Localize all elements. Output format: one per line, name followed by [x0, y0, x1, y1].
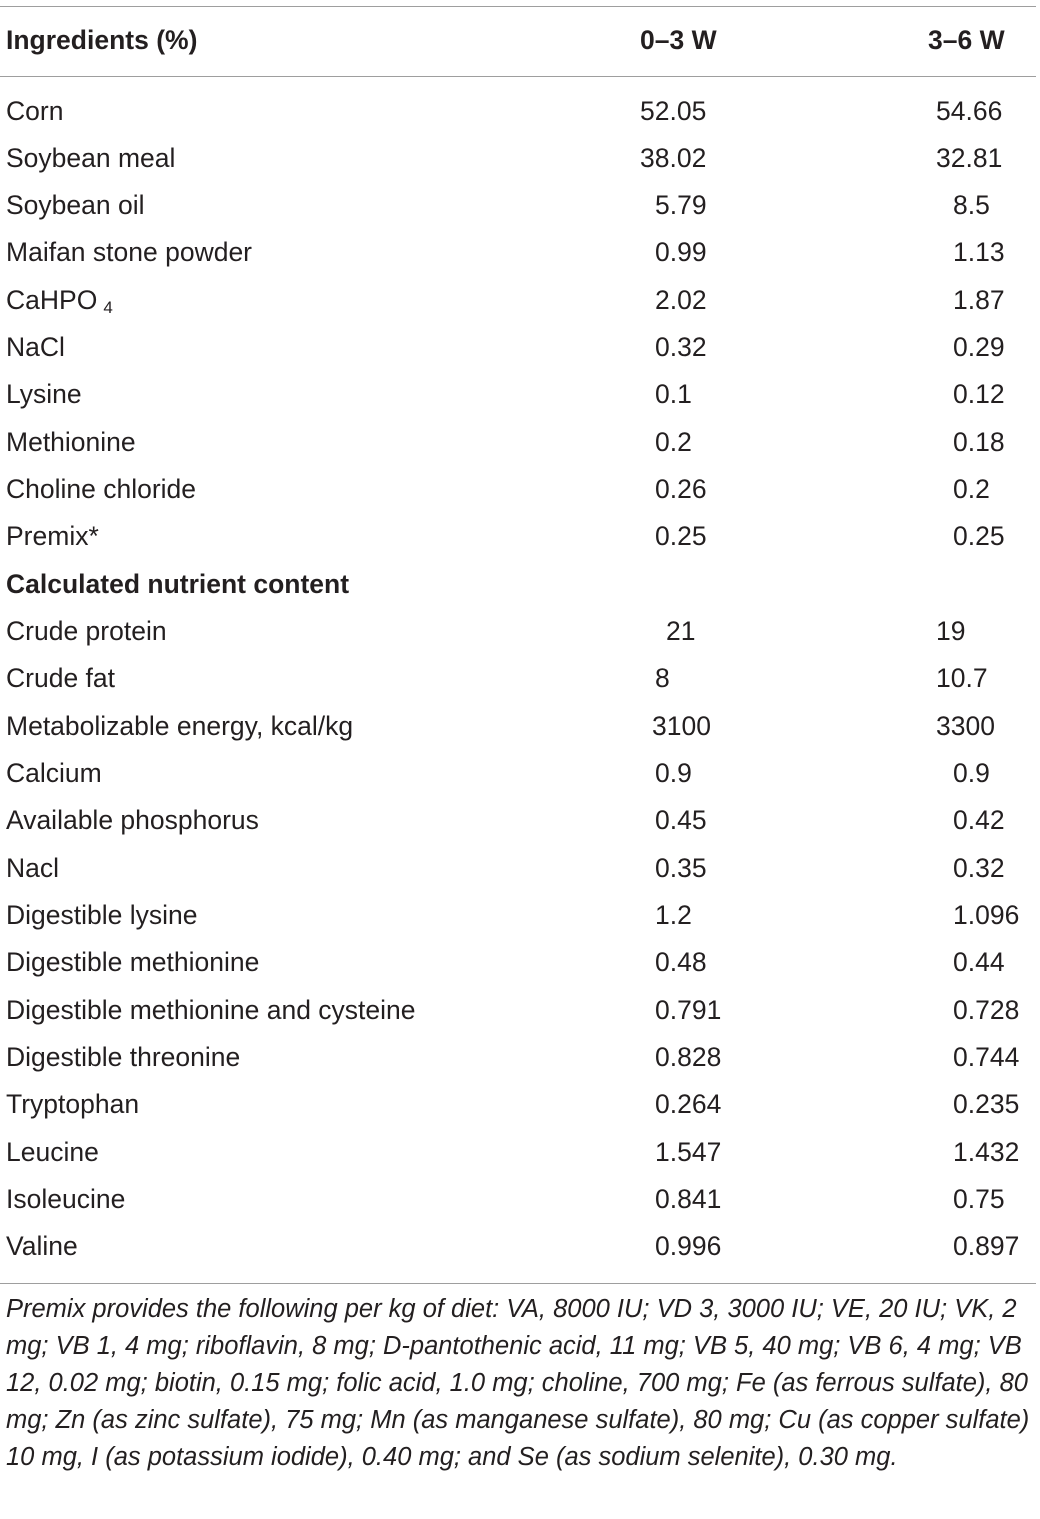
row-label: Digestible threonine [6, 1042, 241, 1072]
row-value-0-3w: 38.02 [640, 143, 707, 173]
row-value-0-3w: 21 [666, 616, 696, 646]
table-row [0, 797, 1036, 844]
header-col-3-6w: 3–6 W [928, 25, 1005, 55]
table-row [0, 1223, 1036, 1270]
row-label: Isoleucine [6, 1184, 126, 1214]
table-row [0, 1129, 1036, 1176]
row-label: Nacl [6, 853, 60, 883]
row-value-3-6w: 3300 [936, 711, 995, 741]
table-row [0, 987, 1036, 1034]
row-value-3-6w: 8.5 [953, 190, 990, 220]
row-label: Lysine [6, 379, 82, 409]
row-value-0-3w: 0.996 [655, 1231, 722, 1261]
row-value-0-3w: 1.2 [655, 900, 692, 930]
table-header-row [0, 17, 1036, 64]
row-label: Digestible methionine and cysteine [6, 995, 416, 1025]
formula-text: CaHPO [6, 285, 98, 315]
table-bottom-rule [0, 1283, 1036, 1284]
row-value-3-6w: 1.432 [953, 1137, 1020, 1167]
row-label: Methionine [6, 427, 136, 457]
row-label: Premix* [6, 521, 99, 551]
row-value-3-6w: 0.29 [953, 332, 1005, 362]
row-value-3-6w: 0.235 [953, 1089, 1020, 1119]
table-row [0, 229, 1036, 276]
row-value-3-6w: 0.744 [953, 1042, 1020, 1072]
table-row [0, 939, 1036, 986]
formula-subscript: 4 [103, 298, 113, 317]
table-row [0, 371, 1036, 418]
row-label: Digestible lysine [6, 900, 198, 930]
row-value-0-3w: 0.264 [655, 1089, 722, 1119]
table-header-rule [0, 76, 1036, 77]
row-value-0-3w: 0.841 [655, 1184, 722, 1214]
header-col-0-3w: 0–3 W [640, 25, 717, 55]
row-value-3-6w: 0.2 [953, 474, 990, 504]
row-label: Leucine [6, 1137, 99, 1167]
row-value-3-6w: 1.87 [953, 285, 1005, 315]
row-label: Corn [6, 96, 64, 126]
row-label: Calcium [6, 758, 102, 788]
row-value-3-6w: 0.18 [953, 427, 1005, 457]
row-value-3-6w: 0.44 [953, 947, 1005, 977]
row-value-0-3w: 0.9 [655, 758, 692, 788]
row-label: Crude protein [6, 616, 167, 646]
row-value-3-6w: 0.25 [953, 521, 1005, 551]
table-row [0, 750, 1036, 797]
table-row [0, 1034, 1036, 1081]
row-value-0-3w: 52.05 [640, 96, 707, 126]
row-label: Soybean oil [6, 190, 145, 220]
row-label: Valine [6, 1231, 78, 1261]
table-row [0, 1176, 1036, 1223]
table-row [0, 1081, 1036, 1128]
row-value-3-6w: 0.12 [953, 379, 1005, 409]
table-footnote: Premix provides the following per kg of diet: VA, 8000 IU; VD 3, 3000 IU; VE, 20 IU; VK, 2 mg; VB 1, 4 mg; riboflavin, 8 mg; D-pantothenic acid, 11 mg; VB 5, 40 mg; VB 6, 4 mg; VB 12, 0.02 mg; biotin, 0.15 mg; folic acid, 1.0 mg; choline, 700 mg; Fe (as ferrous sulfate), 80 mg; Zn (as zinc sulfate), 75 mg; Mn (as manganese sulfate), 80 mg; Cu (as copper sulfate) 10 mg, I (as potassium iodide), 0.40 mg; and Se (as sodium selenite), 0.30 mg. [6, 1295, 1030, 1471]
row-value-3-6w: 19 [936, 616, 966, 646]
row-value-0-3w: 3100 [652, 711, 711, 741]
row-value-0-3w: 0.791 [655, 995, 722, 1025]
table-row [0, 324, 1036, 371]
row-value-3-6w: 0.32 [953, 853, 1005, 883]
row-value-0-3w: 0.35 [655, 853, 707, 883]
row-value-3-6w: 1.096 [953, 900, 1020, 930]
row-label: Maifan stone powder [6, 237, 253, 267]
row-value-3-6w: 0.728 [953, 995, 1020, 1025]
section-title: Calculated nutrient content [6, 569, 350, 599]
table-row [0, 466, 1036, 513]
table-row [0, 513, 1036, 560]
row-label: Metabolizable energy, kcal/kg [6, 711, 354, 741]
row-value-0-3w: 0.32 [655, 332, 707, 362]
row-value-3-6w: 54.66 [936, 96, 1003, 126]
row-value-3-6w: 0.75 [953, 1184, 1005, 1214]
row-label: Available phosphorus [6, 805, 259, 835]
row-value-3-6w: 0.9 [953, 758, 990, 788]
row-value-0-3w: 0.45 [655, 805, 707, 835]
row-label: Choline chloride [6, 474, 197, 504]
row-value-0-3w: 5.79 [655, 190, 707, 220]
table-row [0, 703, 1036, 750]
row-label [6, 277, 113, 331]
table-row [0, 88, 1036, 135]
header-ingredients: Ingredients (%) [6, 25, 198, 55]
row-label: Crude fat [6, 663, 116, 693]
row-value-3-6w: 0.897 [953, 1231, 1020, 1261]
row-value-0-3w: 0.99 [655, 237, 707, 267]
row-label: Soybean meal [6, 143, 176, 173]
row-value-0-3w: 0.1 [655, 379, 692, 409]
section-heading-row [0, 561, 1036, 608]
row-value-0-3w: 1.547 [655, 1137, 722, 1167]
table-row [0, 845, 1036, 892]
row-value-3-6w: 1.13 [953, 237, 1005, 267]
row-label: Tryptophan [6, 1089, 140, 1119]
row-value-0-3w: 0.2 [655, 427, 692, 457]
row-value-0-3w: 0.48 [655, 947, 707, 977]
row-value-3-6w: 32.81 [936, 143, 1003, 173]
table-row [0, 892, 1036, 939]
row-value-0-3w: 0.25 [655, 521, 707, 551]
table-row [0, 135, 1036, 182]
row-value-0-3w: 0.828 [655, 1042, 722, 1072]
row-value-0-3w: 0.26 [655, 474, 707, 504]
table-row [0, 182, 1036, 229]
table-row [0, 655, 1036, 702]
table-top-rule [0, 6, 1036, 7]
row-value-3-6w: 10.7 [936, 663, 988, 693]
row-value-0-3w: 8 [655, 663, 670, 693]
row-label: NaCl [6, 332, 65, 362]
table-row [0, 277, 1036, 324]
table-row [0, 419, 1036, 466]
table-row [0, 608, 1036, 655]
row-label: Digestible methionine [6, 947, 260, 977]
row-value-0-3w: 2.02 [655, 285, 707, 315]
row-value-3-6w: 0.42 [953, 805, 1005, 835]
